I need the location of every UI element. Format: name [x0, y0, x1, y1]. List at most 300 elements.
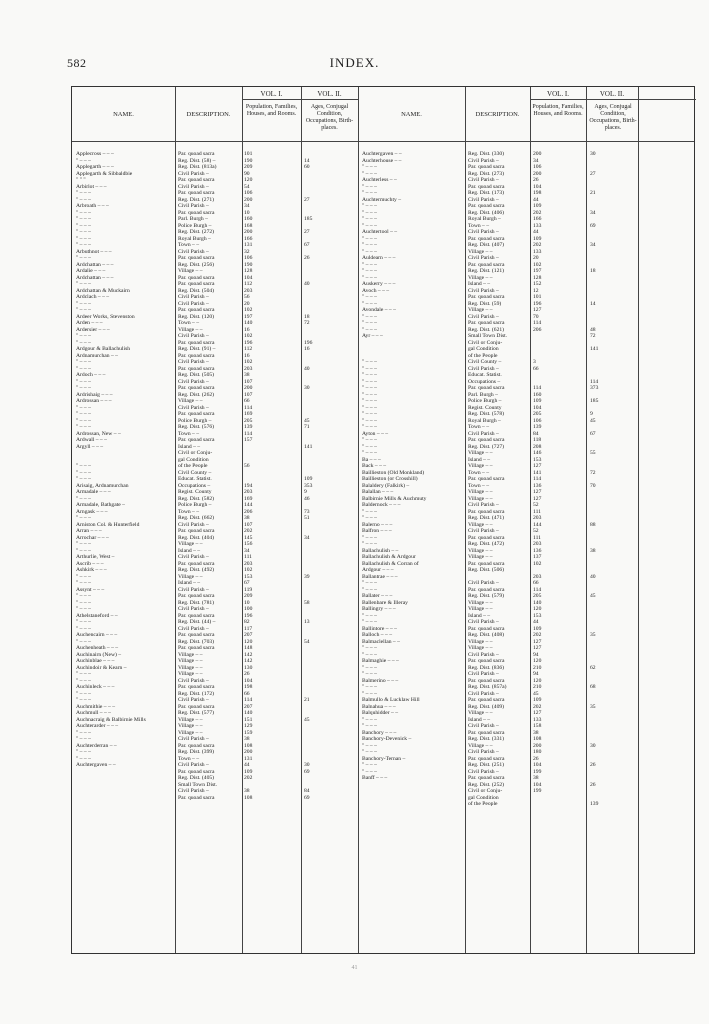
entry-vol2-page: 26 — [304, 255, 310, 261]
entry-description: Par. quoad sacra — [468, 755, 505, 762]
entry-description: Par. quoad sacra — [468, 320, 505, 326]
entry-name: Armadale, Bathgate – — [76, 502, 125, 508]
entry-name: Applegarth – – – — [76, 164, 114, 170]
entry-vol1-page: 34 — [533, 157, 539, 164]
entry-name: " – – – — [76, 515, 91, 521]
entry-description: of the People — [178, 463, 208, 469]
entry-description: Royal Burgh – — [178, 235, 211, 242]
entry-description: Par. quoad sacra — [178, 742, 215, 749]
entry-name: " – – – — [76, 677, 91, 684]
entry-name: Ascrib – – – — [76, 560, 104, 567]
entry-description: gal Condition — [178, 456, 209, 463]
entry-vol2-page: 54 — [304, 638, 310, 645]
entry-vol1-page: 153 — [533, 612, 542, 619]
entry-description: Town – – — [178, 755, 200, 762]
entry-name: Auchtergaven – – — [362, 151, 402, 157]
entry-vol1-page: 20 — [244, 300, 250, 307]
entry-vol1-page: 197 — [244, 313, 253, 320]
entry-vol2-page: 84 — [304, 788, 310, 794]
entry-description: Par. quoad sacra — [468, 560, 505, 567]
entry-vol1-page: 102 — [244, 307, 253, 313]
entry-vol1-page: 133 — [533, 248, 542, 255]
entry-name: " – – – — [362, 742, 377, 749]
entry-name: Balfron – – – — [362, 528, 392, 534]
entry-vol2-page: 34 — [590, 242, 596, 248]
entry-vol1-page — [533, 808, 563, 815]
entry-vol1-page: 203 — [244, 365, 253, 372]
footer-mark: 41 — [351, 965, 358, 971]
entry-vol2-page: 40 — [304, 365, 310, 372]
entry-vol1-page: 202 — [533, 209, 542, 216]
entry-name: Balloch – – – — [362, 632, 392, 638]
entry-vol2-page: 40 — [304, 281, 310, 287]
entry-description: Village – – — [178, 326, 203, 333]
entry-description: Reg. Dist. (504) — [178, 287, 215, 294]
entry-vol1-page: 200 — [244, 229, 253, 235]
entry-name: Ayr – – – — [362, 333, 383, 339]
entry-vol1-page: 202 — [533, 703, 542, 710]
entry-name: " – – – — [76, 580, 91, 586]
entry-description: Village – – — [468, 547, 493, 554]
entry-vol1-page: 82 — [244, 619, 250, 625]
entry-description: Reg. Dist. (857a) — [468, 684, 507, 690]
entry-vol2-page: 30 — [304, 385, 310, 391]
entry-vol1-page: 112 — [244, 281, 253, 287]
entry-description: Par. quoad sacra — [178, 385, 215, 391]
entry-name: Baillieston (or Crosshill) — [362, 476, 418, 482]
entry-description: Civil Parish – — [468, 157, 499, 164]
entry-description: Reg. Dist. (331) — [468, 736, 505, 742]
entry-vol1-page: 131 — [244, 242, 253, 248]
entry-description: Par. quoad sacra — [178, 612, 215, 619]
entry-vol1-page: 160 — [244, 216, 253, 222]
entry-name: " – – – — [76, 333, 91, 339]
entry-description: Reg. Dist. (173) — [468, 190, 505, 196]
entry-description: Village – – — [468, 645, 493, 651]
entry-vol1-page: 133 — [533, 222, 542, 229]
entry-name: " – – – — [76, 697, 91, 703]
entry-description: Reg. Dist. (727) — [468, 443, 505, 450]
entry-name: " – – – — [362, 274, 377, 281]
vol1-header-right: VOL. I. — [547, 90, 569, 98]
entry-description: Reg. Dist. (251) — [468, 762, 505, 768]
entry-name: " – – – — [362, 716, 377, 723]
entry-name: " – – – — [362, 378, 377, 385]
entry-description: Village – – — [468, 450, 493, 456]
entry-vol1-page: 200 — [533, 742, 542, 749]
entry-vol2-page: 26 — [590, 762, 596, 768]
entry-description: Civil Parish – — [178, 378, 209, 385]
entry-vol1-page: 109 — [533, 235, 542, 242]
entry-description: Par. quoad sacra — [178, 560, 215, 567]
entry-name: Balmerino – – – — [362, 677, 399, 684]
entry-description: Village – – — [178, 671, 203, 677]
entry-description: Island – – — [468, 716, 491, 723]
entry-description: Reg. Dist. (120) — [178, 313, 215, 320]
entry-vol1-page: 158 — [533, 723, 542, 729]
entry-description: Police Burgh – — [468, 398, 502, 404]
entry-vol1-page: 94 — [533, 671, 539, 677]
entry-description: Educat. Statist. — [468, 372, 502, 378]
entry-name: " – – – — [76, 242, 91, 248]
entry-vol1-page: 38 — [533, 729, 539, 736]
page-number: 582 — [67, 56, 87, 70]
entry-vol2-page: 45 — [590, 417, 596, 424]
entry-vol2-page: 14 — [304, 157, 310, 164]
entry-vol1-page: 145 — [244, 534, 253, 541]
entry-name: " – – – — [362, 437, 377, 443]
entry-name: " – – – — [362, 443, 377, 450]
entry-description: Reg. Dist. (59) — [468, 300, 502, 307]
entry-vol1-page: 206 — [533, 326, 542, 333]
entry-vol1-page: 109 — [244, 768, 253, 775]
entry-name: " – – – — [76, 196, 91, 203]
entry-description: Reg. Dist. (121) — [468, 268, 505, 274]
entry-description: Reg. Dist. (836) — [468, 664, 505, 671]
entry-vol1-page: 166 — [533, 216, 542, 222]
entry-name: Balallan – – – — [362, 489, 394, 495]
entry-vol2-page: 67 — [304, 242, 310, 248]
entry-vol1-page: 102 — [244, 333, 253, 339]
entry-vol2-page: 9 — [304, 489, 307, 495]
entry-vol1-page: 196 — [244, 339, 253, 346]
entry-name: " – – – — [362, 294, 377, 300]
entry-vol1-page: 26 — [533, 177, 539, 183]
entry-vol1-page: 107 — [244, 391, 253, 398]
entry-name: " – – – — [362, 261, 377, 268]
entry-vol1-page: 112 — [244, 346, 253, 352]
entry-vol1-page: 209 — [244, 164, 253, 170]
entry-name: Ballantrae – – – — [362, 573, 398, 580]
entry-vol1-page: 127 — [533, 710, 542, 716]
entry-name: " – – – — [362, 398, 377, 404]
entry-vol1-page: 104 — [533, 762, 542, 768]
entry-name: " – – – — [362, 534, 377, 541]
entry-description: Par. quoad sacra — [178, 411, 215, 417]
entry-description: Civil or Conju- — [468, 339, 503, 346]
entry-vol1-page: 194 — [244, 482, 253, 489]
vol1-subheader: Population, Families, Houses, and Rooms. — [245, 104, 298, 117]
entry-name: Ardgour & Ballachulish — [76, 346, 131, 352]
entry-description: Par. quoad sacra — [468, 183, 505, 190]
entry-vol2-page: 39 — [304, 573, 310, 580]
entry-name: " – – – — [76, 209, 91, 216]
entry-description: Civil County – — [178, 469, 212, 476]
entry-name: " – – – — [76, 755, 91, 762]
entry-name: Banff – – – — [362, 775, 388, 781]
entry-vol1-page: 104 — [533, 404, 542, 411]
entry-description: Civil Parish – — [468, 723, 499, 729]
entry-name: Arden – – – — [76, 320, 103, 326]
entry-description: Police Burgh – — [178, 222, 212, 229]
entry-description: Par. quoad sacra — [178, 437, 215, 443]
entry-vol1-page: 142 — [244, 651, 253, 658]
entry-description: Village – – — [178, 573, 203, 580]
entry-name: Auskerry – – – — [362, 281, 396, 287]
entry-vol2-page: 40 — [590, 573, 596, 580]
entry-description: Reg. Dist. (273) — [468, 170, 505, 177]
entry-description: Occupations – — [178, 482, 211, 489]
entry-description: Par. quoad sacra — [178, 632, 215, 638]
entry-description: Par. quoad sacra — [468, 235, 505, 242]
entry-name: Ballachulish – – — [362, 547, 399, 554]
entry-vol1-page: 38 — [244, 515, 250, 521]
entry-description: Par. quoad sacra — [468, 534, 505, 541]
entry-description: Reg. Dist. (407) — [468, 242, 505, 248]
entry-description: Town – – — [178, 430, 200, 437]
entry-name: Ardnamurchan – – — [76, 352, 118, 359]
entry-description: Police Burgh – — [178, 417, 212, 424]
entry-description: Village – – — [178, 658, 203, 664]
entry-vol1-page: 157 — [244, 437, 253, 443]
entry-description: Reg. Dist. (576) — [178, 424, 215, 430]
entry-name: Banchory – – – — [362, 729, 397, 736]
entry-name: Ayton – – – — [362, 430, 389, 437]
entry-name: Auchmull – – – — [76, 710, 111, 716]
entry-description: Reg. Dist. (330) — [468, 151, 505, 157]
entry-name: " – – – — [362, 222, 377, 229]
entry-vol2-page: 35 — [590, 632, 596, 638]
entry-name: " – – – — [76, 222, 91, 229]
entry-vol1-page: 190 — [244, 261, 253, 268]
entry-vol2-page: 38 — [590, 547, 596, 554]
entry-vol2-page — [304, 808, 334, 815]
entry-vol2-page: 72 — [590, 333, 596, 339]
entry-name: Ardrossan, New – – — [76, 430, 121, 437]
entry-name: " – – – — [362, 515, 377, 521]
entry-name: Ballater – – – — [362, 593, 393, 599]
entry-name: Ardclach – – – — [76, 294, 110, 300]
entry-name: " – – – — [362, 404, 377, 411]
entry-vol2-page: 18 — [304, 313, 310, 320]
entry-vol1-page: 102 — [533, 560, 542, 567]
entry-vol1-page: 101 — [533, 294, 542, 300]
entry-vol1-page: 203 — [244, 489, 253, 495]
entry-description: Reg. Dist. (405) — [178, 775, 215, 781]
entry-description: Civil Parish – — [468, 229, 499, 235]
entry-vol1-page: 66 — [244, 398, 250, 404]
entry-vol2-page: 26 — [590, 781, 596, 788]
entry-name: Banchory-Devenick – — [362, 736, 412, 742]
entry-description: Civil Parish – — [468, 502, 499, 508]
right-descriptions-column — [468, 151, 529, 808]
entry-description: Par. quoad sacra — [468, 586, 505, 593]
entry-name: " – – – — [362, 190, 377, 196]
entry-description: Par. quoad sacra — [468, 508, 505, 515]
entry-name: Balaldery (Falkirk) – — [362, 482, 410, 489]
entry-description: Small Town Dist. — [178, 781, 218, 788]
entry-name: " – – – — [362, 300, 377, 307]
entry-vol1-page: 137 — [533, 554, 542, 560]
entry-name: Applecross – – – — [76, 151, 114, 157]
right-vol2-column — [590, 151, 620, 808]
entry-description: Par. quoad sacra — [178, 703, 215, 710]
entry-vol1-page: 127 — [533, 307, 542, 313]
entry-description: Town – – — [178, 320, 200, 326]
entry-description: Island – – — [468, 612, 491, 619]
entry-description: Reg. Dist. (272) — [178, 229, 215, 235]
entry-name: Auchterhouse – – — [362, 157, 402, 164]
entry-description: Village – – — [468, 248, 493, 255]
entry-description: Reg. Dist. (492) — [178, 567, 215, 573]
entry-description: Village – – — [468, 463, 493, 469]
entry-description: Par. quoad sacra — [178, 307, 215, 313]
entry-name: " – – – — [362, 365, 377, 372]
entry-vol2-page: 55 — [590, 450, 596, 456]
entry-vol1-page: 66 — [244, 690, 250, 697]
entry-name: Arrochar – – – — [76, 534, 109, 541]
entry-vol1-page: 151 — [244, 716, 253, 723]
entry-name: " – – – — [76, 190, 91, 196]
entry-name: Balmaclellan – – — [362, 638, 400, 645]
entry-vol1-page: 44 — [533, 196, 539, 203]
entry-description: Par. quoad sacra — [468, 203, 505, 209]
description-header-right: DESCRIPTION. — [475, 111, 520, 118]
entry-description: Par. quoad sacra — [178, 190, 215, 196]
entry-description: Civil Parish – — [178, 788, 209, 794]
entry-vol1-page: 140 — [533, 599, 542, 606]
entry-name: Arbroath – – – — [76, 203, 109, 209]
entry-description: Reg. Dist. (662) — [178, 515, 215, 521]
entry-description: Reg. Dist. (58) – — [178, 157, 216, 164]
entry-description: Island – – — [178, 443, 201, 450]
entry-description: of the People — [468, 801, 498, 807]
entry-vol1-page: 101 — [244, 151, 253, 157]
entry-name: Auchinairn (New) – — [76, 651, 122, 658]
entry-vol1-page: 10 — [244, 209, 250, 216]
entry-vol1-page: 10 — [244, 599, 250, 606]
entry-name: " – – – — [362, 216, 377, 222]
entry-vol1-page: 180 — [533, 749, 542, 755]
entry-vol1-page: 141 — [533, 469, 542, 476]
entry-name — [362, 788, 464, 795]
entry-vol2-page: 73 — [304, 508, 310, 515]
entry-name: " – – – — [76, 606, 91, 612]
name-header-right: NAME. — [401, 111, 422, 118]
entry-description: gal Condition — [468, 794, 499, 801]
entry-vol2-page: 27 — [304, 196, 310, 203]
entry-vol2-page: 45 — [590, 593, 596, 599]
entry-vol1-page: 66 — [533, 365, 539, 372]
entry-vol1-page: 52 — [533, 502, 539, 508]
entry-description: Reg. Dist. (813a) — [178, 164, 217, 170]
entry-name: " – – – — [362, 320, 377, 326]
entry-name: Auchencairn – – – — [76, 632, 118, 638]
entry-name: Arthurlie, West – — [76, 554, 115, 560]
entry-description: Reg. Dist. (252) — [468, 781, 505, 788]
entry-name: " – – – — [362, 268, 377, 274]
entry-description: Reg. Dist. (172) — [178, 690, 215, 697]
entry-vol1-page: 207 — [244, 703, 253, 710]
entry-name: Arisaig, Ardnamurchan — [76, 482, 129, 489]
entry-vol1-page: 136 — [533, 547, 542, 554]
entry-description: of the People — [468, 352, 498, 359]
entry-vol1-page: 200 — [244, 749, 253, 755]
entry-description: Civil Parish – — [468, 313, 499, 320]
entry-description: Village – – — [468, 489, 493, 495]
entry-name: Ardchattan – – – — [76, 261, 114, 268]
entry-description: Par. quoad sacra — [178, 177, 215, 183]
entry-vol2-page: 45 — [304, 417, 310, 424]
entry-name: Banchory-Ternan – — [362, 755, 406, 762]
entry-description: Par. quoad sacra — [178, 352, 215, 359]
entry-vol2-page: 27 — [590, 170, 596, 177]
entry-description: Par. quoad sacra — [468, 677, 505, 684]
entry-vol1-page: 104 — [533, 183, 542, 190]
entry-description: Village – – — [178, 398, 203, 404]
entry-vol2-page: 60 — [304, 164, 310, 170]
entry-vol2-page: 196 — [304, 339, 313, 346]
entry-vol1-page: 106 — [244, 190, 253, 196]
entry-description: Civil Parish – — [468, 196, 499, 203]
entry-vol1-page: 153 — [533, 456, 542, 463]
entry-description: Civil Parish – — [468, 651, 499, 658]
entry-vol1-page: 16 — [244, 326, 250, 333]
entry-vol1-page: 20 — [533, 255, 539, 261]
entry-vol1-page: 56 — [244, 294, 250, 300]
entry-description: Civil Parish – — [178, 762, 209, 768]
entry-description: Civil Parish – — [468, 365, 499, 372]
entry-name: " – – – — [362, 651, 377, 658]
entry-name: Ardrishaig – – – — [76, 391, 113, 398]
entry-description: Reg. Dist. (409) — [468, 703, 505, 710]
entry-vol1-page: 114 — [244, 697, 253, 703]
entry-vol1-page: 206 — [244, 508, 253, 515]
entry-vol1-page: 44 — [533, 229, 539, 235]
entry-vol2-page: 45 — [304, 716, 310, 723]
entry-description: Civil Parish – — [178, 736, 209, 742]
entry-vol1-page: 102 — [244, 567, 253, 573]
entry-name: Balnahua – – – — [362, 703, 396, 710]
entry-description: Regist. County — [178, 489, 212, 495]
entry-vol1-page: 44 — [244, 762, 250, 768]
entry-vol1-page: 102 — [244, 359, 253, 365]
entry-name: Auchterderran – – — [76, 742, 117, 749]
vol1-header: VOL. I. — [260, 90, 283, 98]
entry-vol2-page: 14 — [590, 300, 596, 307]
entry-description: Reg. Dist. (399) — [178, 749, 215, 755]
entry-vol1-page: 196 — [244, 612, 253, 619]
entry-description: Par. quoad sacra — [468, 775, 505, 781]
entry-name: " – – – — [362, 580, 377, 586]
entry-description: gal Condition — [468, 346, 499, 352]
entry-description: Town – – — [468, 222, 490, 229]
entry-description: Par. quoad sacra — [178, 274, 215, 281]
entry-vol1-page: 120 — [533, 606, 542, 612]
entry-vol1-page: 114 — [533, 586, 542, 593]
entry-name: Auchtergaven – – — [76, 762, 116, 768]
entry-name: Avoch – – – — [362, 287, 390, 294]
entry-vol1-page: 139 — [244, 424, 253, 430]
entry-name: " – – – — [76, 300, 91, 307]
entry-description: Town – – — [178, 242, 200, 248]
entry-name: Arbuthnot – – – — [76, 248, 112, 255]
entry-vol1-page: 210 — [533, 664, 542, 671]
entry-name: " – – – — [362, 385, 377, 391]
entry-description: Civil Parish – — [468, 619, 499, 625]
entry-name: Ballenbare & Illeray — [362, 599, 408, 606]
entry-description: Village – – — [178, 541, 203, 547]
entry-vol2-page: 13 — [304, 619, 310, 625]
entry-name: Ardersier – – – — [76, 326, 110, 333]
entry-name: " – – – — [362, 248, 377, 255]
entry-vol2-page: 373 — [590, 385, 599, 391]
entry-description: Village – – — [178, 723, 203, 729]
entry-description: Village – – — [468, 742, 493, 749]
entry-vol1-page: 84 — [533, 430, 539, 437]
entry-description: Village – – — [178, 664, 203, 671]
entry-name: Arngask – – – — [76, 508, 108, 515]
